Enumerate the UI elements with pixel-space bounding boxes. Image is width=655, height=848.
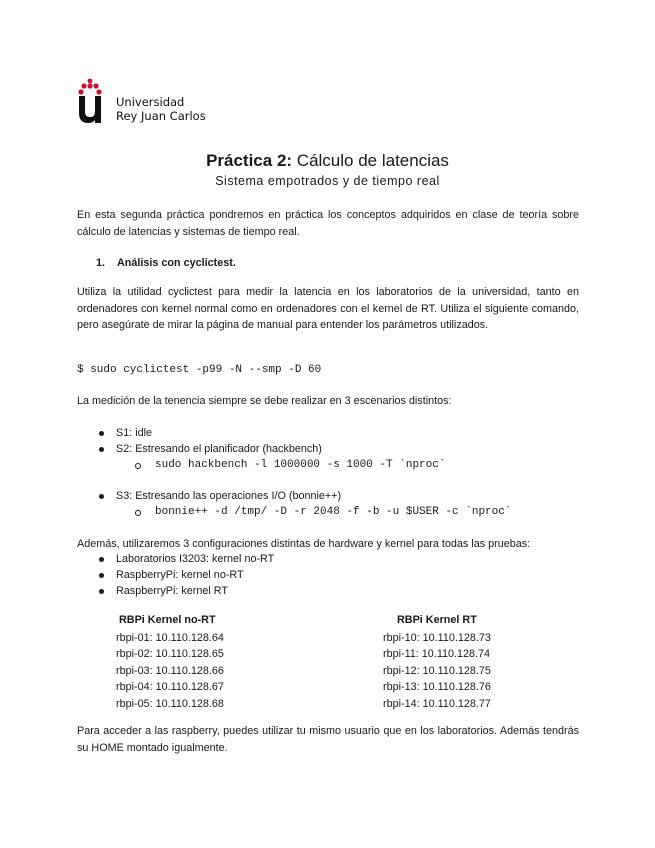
university-name-line2: Rey Juan Carlos (116, 108, 206, 123)
rbpi-no-rt-header: RBPi Kernel no-RT (119, 614, 216, 626)
rbpi-rt-header: RBPi Kernel RT (397, 614, 477, 626)
bullet-icon (99, 557, 104, 562)
document-subtitle: Sistema empotrados y de tiempo real (215, 174, 440, 188)
bullet-icon (99, 431, 104, 436)
list-item-s3-command (135, 504, 511, 521)
sub-bullet-icon (135, 510, 141, 516)
list-item-config-1 (99, 551, 274, 568)
config-label: Laboratorios I3203: kernel no-RT (116, 553, 275, 565)
list-item-s1 (99, 425, 152, 442)
scenario-s1-label: S1: idle (116, 427, 153, 439)
rbpi-no-rt-table (116, 612, 224, 712)
table-row: rbpi-01: 10.110.128.64 (116, 631, 224, 644)
cyclictest-command: $ sudo cyclictest -p99 -N --smp -D 60 (77, 364, 322, 376)
list-item-config-2 (99, 567, 244, 584)
hackbench-command: sudo hackbench -l 1000000 -s 1000 -T `nproc` (155, 459, 446, 471)
bonnie-command: bonnie++ -d /tmp/ -D -r 2048 -f -b -u $USER -c `nproc` (155, 506, 512, 518)
list-item-s2-command (135, 457, 445, 474)
table-row: rbpi-05: 10.110.128.68 (116, 697, 224, 710)
bullet-icon (99, 494, 104, 499)
table-row: rbpi-02: 10.110.128.65 (116, 648, 224, 660)
table-row: rbpi-04: 10.110.128.67 (116, 681, 224, 693)
bullet-icon (99, 573, 104, 578)
table-row: rbpi-03: 10.110.128.66 (116, 664, 224, 677)
config-label: RaspberryPi: kernel RT (116, 585, 229, 597)
table-row: rbpi-11: 10.110.128.74 (383, 648, 491, 660)
university-name (116, 96, 206, 123)
scenarios-intro: La medición de la tenencia siempre se debe realizar en 3 escenarios distintos: (77, 395, 452, 407)
scenario-s3-label: S3: Estresando las operaciones I/O (bonnie++) (116, 490, 342, 502)
university-name-line1: Universidad (116, 95, 185, 109)
list-item-config-3 (99, 583, 228, 600)
university-logo (77, 78, 217, 128)
table-row: rbpi-12: 10.110.128.75 (383, 664, 491, 677)
intro-paragraph: En esta segunda práctica pondremos en práctica los conceptos adquiridos en clase de teoría sobre cálculo de latencias y sistemas de tiempo real. (77, 209, 579, 238)
section-title: Análisis con cyclictest. (117, 257, 236, 269)
scenario-s2-label: S2: Estresando el planificador (hackbench) (116, 443, 322, 455)
table-row: rbpi-10: 10.110.128.73 (383, 631, 491, 644)
document-title-block (0, 151, 655, 190)
config-label: RaspberryPi: kernel no-RT (116, 569, 244, 581)
cyclictest-paragraph: Utiliza la utilidad cyclictest para medir la latencia en los laboratorios de la universidad, tanto en ordenadores con kernel normal como en ordenadores con el kernel de RT. Utiliza el siguiente comando, pero asegúrate de mirar la página de manual para entender los parámetros utilizados. (77, 286, 579, 331)
table-row: rbpi-14: 10.110.128.77 (383, 697, 491, 710)
bullet-icon (99, 589, 104, 594)
title-bold: Práctica 2: (206, 151, 293, 170)
section-number: 1. (96, 257, 106, 269)
access-paragraph: Para acceder a las raspberry, puedes utilizar tu mismo usuario que en los laboratorios. Además tendrás su HOME montado igualmente. (77, 725, 579, 754)
section-heading (96, 255, 236, 272)
table-row: rbpi-13: 10.110.128.76 (383, 681, 491, 693)
document-title (0, 151, 655, 171)
configs-intro: Además, utilizaremos 3 configuraciones distintas de hardware y kernel para todas las pruebas: (77, 538, 531, 550)
list-item-s2 (99, 441, 322, 458)
bullet-icon (99, 447, 104, 452)
rbpi-rt-table (383, 612, 491, 712)
list-item-s3 (99, 488, 341, 505)
title-rest: Cálculo de latencias (292, 151, 449, 170)
urjc-logo-icon (77, 78, 103, 124)
sub-bullet-icon (135, 463, 141, 469)
